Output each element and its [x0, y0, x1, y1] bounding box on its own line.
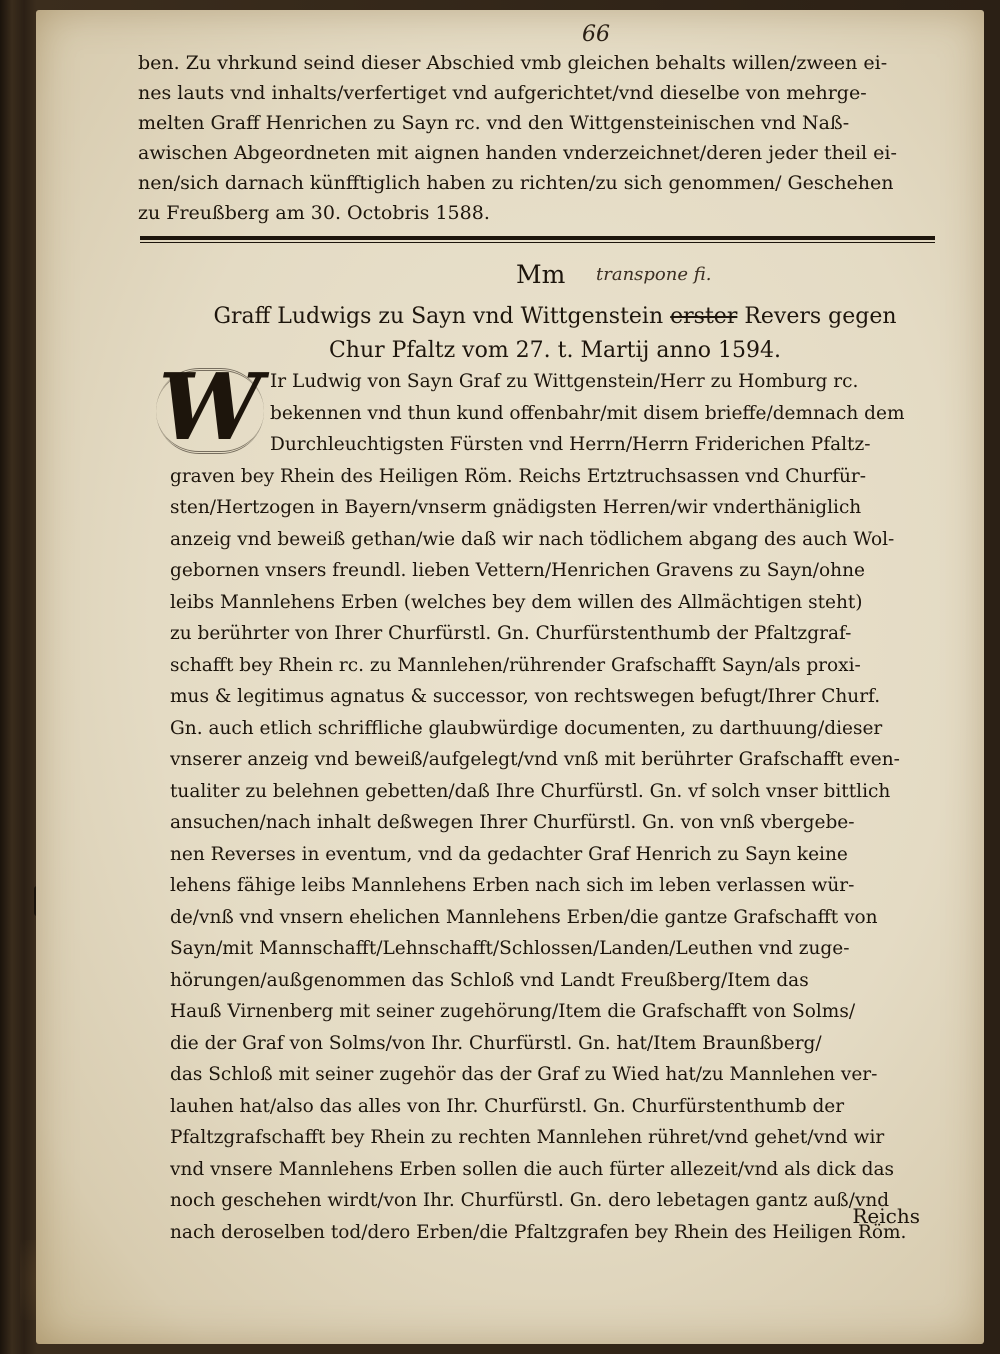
text-line: Pfaltzgrafschafft bey Rhein zu rechten Mannlehen rühret/vnd gehet/vnd wir: [170, 1127, 885, 1148]
text-line: leibs Mannlehens Erben (welches bey dem willen des Allmächtigen steht): [170, 591, 863, 613]
text-line: das Schloß mit seiner zugehör das der Graf zu Wied hat/zu Mannlehen ver-: [170, 1064, 878, 1085]
text-line: tualiter zu belehnen gebetten/daß Ihre Churfürstl. Gn. vf solch vnser bittlich: [170, 780, 891, 802]
text-line: mus & legitimus agnatus & successor, von rechtswegen befugt/Ihrer Churf.: [170, 686, 881, 707]
text-line: anzeig vnd beweiß gethan/wie daß wir nach tödlichem abgang des auch Wol-: [170, 528, 895, 550]
text-line: Gn. auch etlich schriffliche glaubwürdige documenten, zu darthuung/dieser: [170, 717, 883, 739]
heading-line-2: Chur Pfaltz vom 27. t. Martij anno 1594.: [328, 338, 782, 363]
text-line: ansuchen/nach inhalt deßwegen Ihrer Churfürstl. Gn. von vnß vbergebe-: [170, 812, 855, 833]
text-line: sten/Hertzogen in Bayern/vnserm gnädigsten Herren/wir vnderthäniglich: [170, 497, 862, 518]
text-line: zu berührter von Ihrer Churfürstl. Gn. Churfürstenthumb der Pfaltzgraf-: [170, 623, 852, 644]
text-line: hörungen/außgenommen das Schloß vnd Landt Freußberg/Item das: [170, 969, 809, 991]
text-line: Hauß Virnenberg mit seiner zugehörung/Item die Grafschafft von Solms/: [170, 1001, 856, 1022]
decorated-initial: W: [150, 360, 270, 455]
text-line: Durchleuchtigsten Fürsten vnd Herrn/Herrn Friderichen Pfaltz-: [270, 434, 871, 455]
text-line: die der Graf von Solms/von Ihr. Churfürstl. Gn. hat/Item Braunßberg/: [170, 1032, 822, 1054]
text-line: noch geschehen wirdt/von Ihr. Churfürstl. Gn. dero lebetagen gantz auß/vnd: [170, 1190, 890, 1211]
section-divider-thin: [140, 242, 935, 243]
page-number: 66: [582, 22, 610, 47]
text-line: nen/sich darnach künfftiglich haben zu richten/zu sich genommen/ Geschehen: [138, 172, 894, 194]
text-line: graven bey Rhein des Heiligen Röm. Reichs Ertztruchsassen vnd Churfür-: [170, 465, 866, 487]
text-line: lehens fähige leibs Mannlehens Erben nach sich im leben verlassen wür-: [170, 875, 855, 896]
catchword: Reichs: [852, 1204, 920, 1228]
text-line: Sayn/mit Mannschafft/Lehnschafft/Schlossen/Landen/Leuthen vnd zuge-: [170, 938, 850, 959]
top-paragraph: [138, 48, 938, 228]
signature-mark: Mm: [516, 260, 566, 289]
text-line: Ir Ludwig von Sayn Graf zu Wittgenstein/Herr zu Homburg rc.: [270, 371, 859, 392]
text-line: nach deroselben tod/dero Erben/die Pfaltzgrafen bey Rhein des Heiligen Röm.: [170, 1221, 907, 1243]
text-line: lauhen hat/also das alles von Ihr. Churfürstl. Gn. Churfürstenthumb der: [170, 1095, 845, 1117]
section-heading: [180, 300, 930, 368]
body-paragraph: [170, 366, 935, 1248]
text-line: bekennen vnd thun kund offenbahr/mit disem brieffe/demnach dem: [270, 402, 905, 424]
text-line: de/vnß vnd vnsern ehelichen Mannlehens Erben/die gantze Grafschafft von: [170, 906, 878, 928]
text-line: awischen Abgeordneten mit aignen handen vnderzeichnet/deren jeder theil ei-: [138, 142, 897, 164]
section-divider: [140, 236, 935, 240]
text-line: zu Freußberg am 30. Octobris 1588.: [138, 202, 490, 224]
heading-text: Revers gegen: [744, 304, 897, 329]
heading-line-1: [180, 300, 930, 334]
text-line: melten Graff Henrichen zu Sayn rc. vnd den Wittgensteinischen vnd Naß-: [138, 112, 850, 134]
text-line: ben. Zu vhrkund seind dieser Abschied vmb gleichen behalts willen/zween ei-: [138, 52, 888, 74]
text-line: schafft bey Rhein rc. zu Mannlehen/rührender Grafschafft Sayn/als proxi-: [170, 654, 861, 676]
text-line: nen Reverses in eventum, vnd da gedachter Graf Henrich zu Sayn keine: [170, 843, 848, 865]
text-line: gebornen vnsers freundl. lieben Vettern/Henrichen Gravens zu Sayn/ohne: [170, 560, 865, 581]
handwritten-note: transpone fi.: [596, 264, 712, 285]
text-line: nes lauts vnd inhalts/verfertiget vnd aufgerichtet/vnd dieselbe von mehrge-: [138, 82, 867, 104]
text-line: vnd vnsere Mannlehens Erben sollen die auch fürter allezeit/vnd als dick das: [170, 1158, 895, 1180]
heading-text: Graff Ludwigs zu Sayn vnd Wittgenstein: [213, 304, 664, 329]
struck-word: erster: [670, 304, 738, 329]
text-line: vnserer anzeig vnd beweiß/aufgelegt/vnd vnß mit berührter Grafschafft even-: [170, 749, 900, 770]
